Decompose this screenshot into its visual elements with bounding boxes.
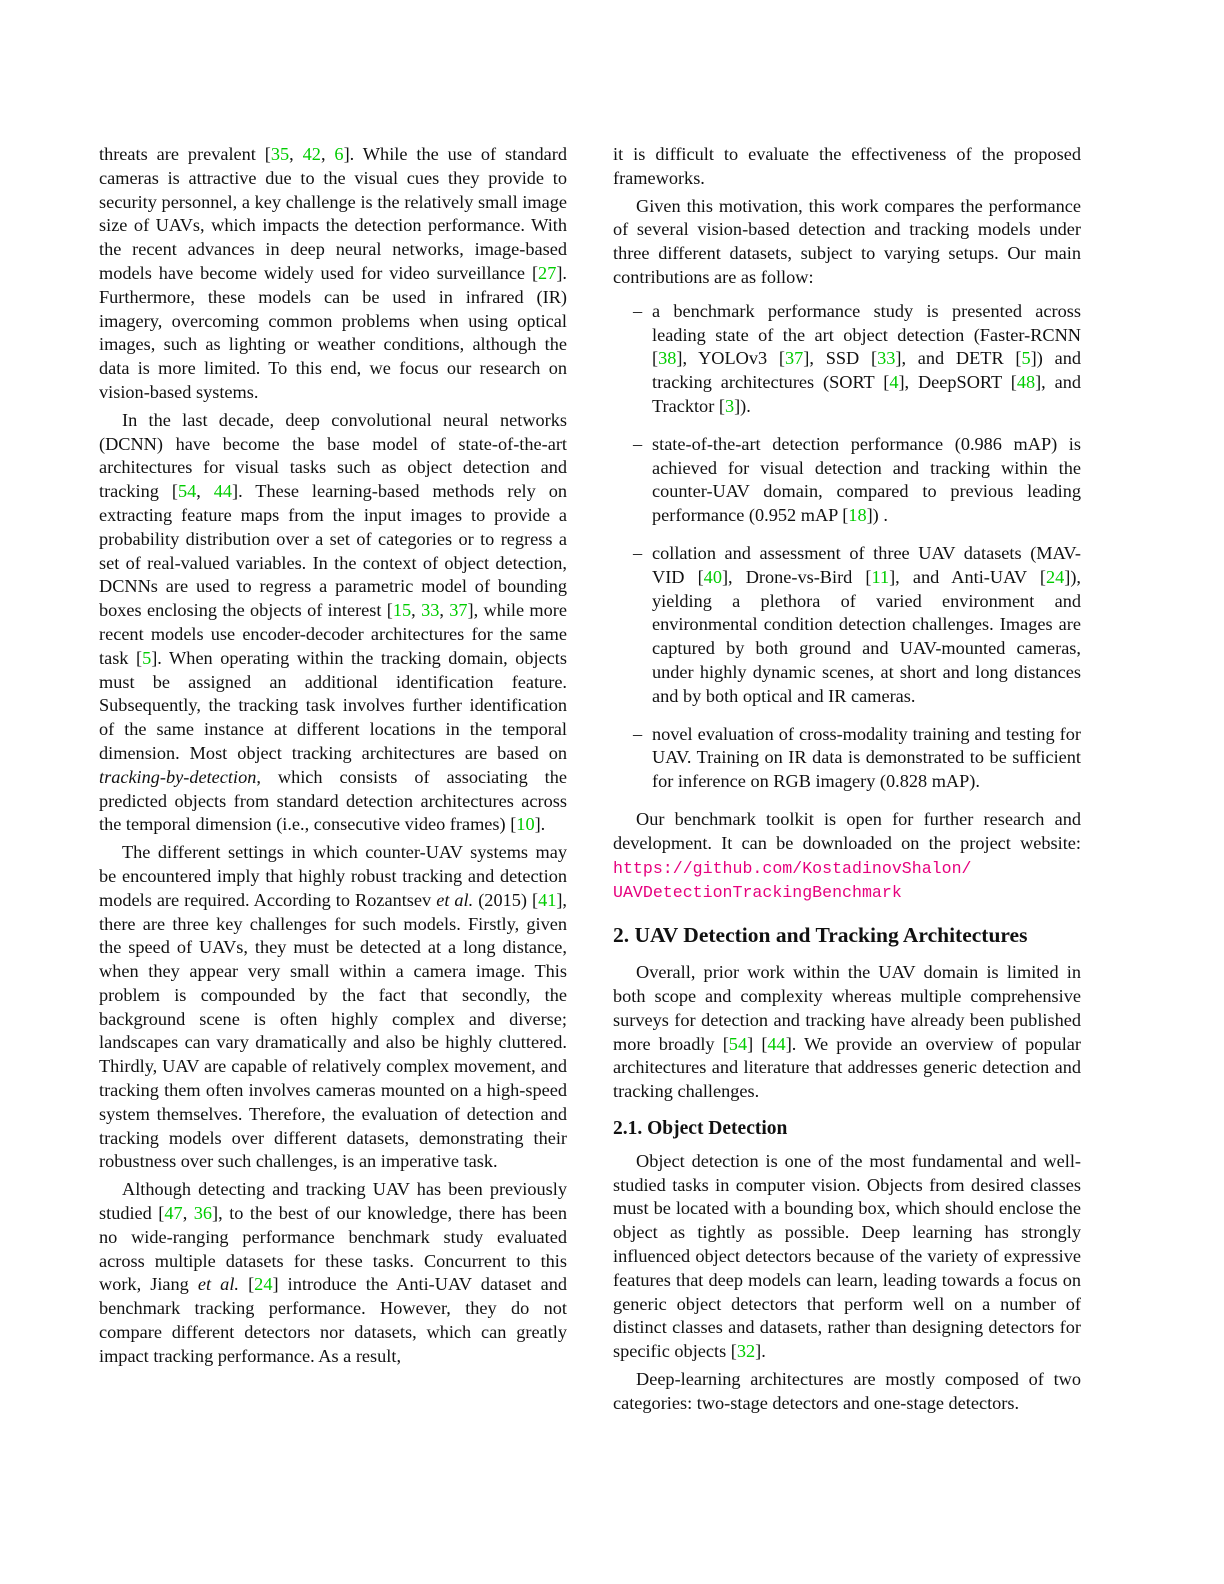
text-run: ] introduce the Anti-UAV dataset and benchmark tracking performance. However, they do not compare different detectors nor datasets, which can greatly impact tracking performance. As a result, bbox=[99, 1274, 567, 1366]
subsection-heading: 2.1. Object Detection bbox=[613, 1117, 788, 1139]
text-run: ]. While the use of standard cameras is attractive due to the visual cues they provide to security personnel, a key challenge is the relatively small image size of UAVs, which impacts the detection performance. With the recent advances in deep neural networks, image-based models have become widely used for video surveillance [ bbox=[99, 144, 567, 283]
text-run: , bbox=[411, 600, 422, 621]
text-run: ], there are three key challenges for such models. Firstly, given the speed of UAVs, they must be detected at a long distance, when they appear very small within a camera image. This problem is compounded by the fact that secondly, the background scene is often highly complex and diverse; landscapes can vary dramatically and also be highly cluttered. Thirdly, UAV are capable of relatively complex movement, and tracking them often involves cameras mounted on a high-speed system themselves. Therefore, the evaluation of detection and tracking models over different datasets, demonstrating their robustness over such challenges, is an imperative task. bbox=[99, 889, 568, 1172]
citation-link[interactable]: 10 bbox=[516, 814, 535, 835]
text-run: collation and assessment of three UAV datasets (MAV-VID [ bbox=[652, 542, 1081, 587]
citation-link[interactable]: 24 bbox=[1045, 566, 1065, 587]
text-run: ], and Anti-UAV [ bbox=[889, 566, 1046, 587]
text-run: Although detecting and tracking UAV has been previously studied [ bbox=[99, 1179, 567, 1224]
text-run: ], to the best of our knowledge, there has been no wide-ranging performance benchmark study evaluated across multiple datasets for these tasks. Concurrent to this work, Jiang bbox=[99, 1203, 568, 1295]
left-column bbox=[99, 143, 567, 1373]
list-item bbox=[613, 300, 1081, 419]
citation-link[interactable]: 41 bbox=[538, 889, 557, 910]
text-run: , bbox=[196, 481, 214, 502]
text-run: , bbox=[439, 600, 450, 621]
citation-link[interactable]: 48 bbox=[1016, 372, 1036, 393]
text-run: ]) . bbox=[866, 505, 888, 526]
citation-link[interactable]: 36 bbox=[193, 1203, 213, 1224]
right-column bbox=[613, 143, 1081, 1420]
citation-link[interactable]: 37 bbox=[785, 348, 804, 369]
github-url-link[interactable]: https://github.com/KostadinovShalon/ bbox=[613, 858, 972, 878]
citation-link[interactable]: 33 bbox=[877, 348, 896, 369]
contributions-list bbox=[613, 300, 1081, 794]
citation-link[interactable]: 40 bbox=[703, 566, 722, 587]
citation-link[interactable]: 44 bbox=[213, 481, 233, 502]
list-item bbox=[613, 723, 1081, 794]
text-run: ]) and tracking architectures (SORT [ bbox=[652, 348, 1081, 393]
paragraph bbox=[99, 409, 567, 837]
paragraph bbox=[99, 1178, 567, 1368]
text-run: ], and Tracktor [ bbox=[652, 372, 1082, 416]
text-run: Overall, prior work within the UAV domain is limited in both scope and complexity whereas multiple comprehensive surveys for detection and tracking have already been published more broadly [ bbox=[613, 962, 1081, 1054]
text-run: (2015) [ bbox=[473, 889, 539, 910]
text-run: ], DeepSORT [ bbox=[898, 372, 1017, 393]
citation-link[interactable]: 27 bbox=[538, 262, 557, 283]
citation-link[interactable]: 4 bbox=[889, 372, 899, 393]
text-run: ]), yielding a plethora of varied environment and environmental condition detection challenges. Images are captured by both ground and UAV-mounted cameras, under highly dynamic scenes, at short and long distances and by both optical and IR cameras. bbox=[652, 566, 1081, 706]
dash-bullet: – bbox=[633, 723, 643, 744]
citation-link[interactable]: 18 bbox=[848, 505, 867, 526]
text-run: In the last decade, deep convolutional neural networks (DCNN) have become the base model of state-of-the-art architectures for visual tasks such as object detection and tracking [ bbox=[99, 409, 567, 502]
text-run: Object detection is one of the most fundamental and well-studied tasks in computer vision. Objects from desired classes must be located with a bounding box, which should enclose the object as tightly as possible. Deep learning has strongly influenced object detectors because of the variety of expressive features that deep models can learn, leading towards a focus on generic object detectors that perform well on a number of distinct classes and datasets, rather than designing detectors for specific objects [ bbox=[613, 1150, 1081, 1362]
citation-link[interactable]: 5 bbox=[142, 647, 152, 668]
text-run: a benchmark performance study is presented across leading state of the art object detection (Faster-RCNN [ bbox=[652, 300, 1081, 369]
paragraph: it is difficult to evaluate the effectiveness of the proposed frameworks. bbox=[613, 144, 1081, 188]
paragraph bbox=[613, 808, 1081, 905]
paragraph: Given this motivation, this work compares the performance of several vision-based detection and tracking models under three different datasets, subject to varying setups. Our main contributions are as follow: bbox=[613, 195, 1081, 287]
citation-link[interactable]: 54 bbox=[177, 481, 197, 502]
citation-link[interactable]: 33 bbox=[421, 600, 440, 621]
citation-link[interactable]: 44 bbox=[767, 1033, 786, 1054]
text-run: ]. These learning-based methods rely on extracting feature maps from the input images to provide a probability distribution over a set of categories or to regress a set of real-valued variables. In the context of object detection, DCNNs are used to regress a parametric model of bounding boxes enclosing the objects of interest [ bbox=[99, 481, 568, 621]
text-run: , which consists of associating the predicted objects from standard detection architectures across the temporal dimension (i.e., consecutive video frames) [ bbox=[99, 766, 567, 835]
text-run: ]). bbox=[734, 395, 751, 416]
text-run: , bbox=[289, 144, 303, 164]
text-run: ] [ bbox=[747, 1033, 768, 1054]
text-run: , bbox=[320, 144, 335, 164]
citation-link[interactable]: 15 bbox=[392, 600, 412, 621]
citation-link[interactable]: 54 bbox=[728, 1033, 748, 1054]
citation-link[interactable]: 24 bbox=[254, 1274, 273, 1295]
citation-link[interactable]: 42 bbox=[302, 144, 321, 164]
text-run: ], Drone-vs-Bird [ bbox=[721, 566, 872, 587]
citation-link[interactable]: 47 bbox=[164, 1203, 183, 1224]
paragraph bbox=[613, 961, 1081, 1104]
emphasis: et al. bbox=[436, 889, 474, 910]
paragraph bbox=[613, 1150, 1081, 1364]
text-run: ]. bbox=[534, 814, 546, 835]
section-heading: 2. UAV Detection and Tracking Architectures bbox=[613, 923, 1028, 948]
paragraph: Deep-learning architectures are mostly composed of two categories: two-stage detectors and one-stage detectors. bbox=[613, 1369, 1081, 1413]
text-run: ], and DETR [ bbox=[895, 348, 1022, 369]
text-run: , bbox=[182, 1203, 194, 1224]
citation-link[interactable]: 38 bbox=[658, 348, 677, 369]
list-item bbox=[613, 433, 1081, 528]
emphasis: et al. bbox=[197, 1274, 239, 1295]
dash-bullet: – bbox=[633, 542, 643, 563]
citation-link[interactable]: 37 bbox=[449, 600, 468, 621]
text-run: ]. When operating within the tracking domain, objects must be assigned an additional identification feature. Subsequently, the tracking task involves further identification of the same instance at different locations in the temporal dimension. Most object tracking architectures are based on bbox=[99, 647, 567, 763]
citation-link[interactable]: 11 bbox=[871, 566, 890, 587]
citation-link[interactable]: 32 bbox=[736, 1341, 756, 1362]
text-run: novel evaluation of cross-modality training and testing for UAV. Training on IR data is demonstrated to be sufficient for inference on RGB imagery (0.828 mAP). bbox=[652, 723, 1081, 792]
dash-bullet: – bbox=[633, 300, 643, 321]
emphasis: tracking-by-detection bbox=[99, 766, 257, 787]
text-run: ], while more recent models use encoder-decoder architectures for the same task [ bbox=[99, 600, 567, 668]
citation-link[interactable]: 3 bbox=[724, 395, 735, 416]
citation-link[interactable]: 5 bbox=[1021, 348, 1031, 369]
text-run: ]. We provide an overview of popular architectures and literature that addresses generic detection and tracking challenges. bbox=[613, 1033, 1081, 1102]
paragraph bbox=[99, 841, 567, 1174]
text-run: ]. bbox=[755, 1341, 766, 1362]
text-run: Our benchmark toolkit is open for further research and development. It can be downloaded on the project website: bbox=[613, 808, 1081, 853]
text-run: ], SSD [ bbox=[803, 348, 878, 369]
dash-bullet: – bbox=[633, 433, 643, 454]
text-run: The different settings in which counter-UAV systems may be encountered imply that highly robust tracking and detection models are required. According to Rozantsev bbox=[99, 842, 567, 910]
text-run: state-of-the-art detection performance (0.986 mAP) is achieved for visual detection and tracking within the counter-UAV domain, compared to previous leading performance (0.952 mAP [ bbox=[652, 433, 1081, 526]
list-item bbox=[613, 542, 1081, 709]
paragraph bbox=[99, 143, 567, 405]
text-run: [ bbox=[238, 1274, 255, 1295]
text-run: ]. Furthermore, these models can be used in infrared (IR) imagery, overcoming common problems when using optical images, such as lighting or weather conditions, although the data is more limited. To this end, we focus our research on vision-based systems. bbox=[99, 262, 567, 402]
text-run: ], YOLOv3 [ bbox=[676, 348, 786, 369]
citation-link[interactable]: 35 bbox=[270, 144, 290, 164]
citation-link[interactable]: 6 bbox=[334, 144, 344, 164]
text-run: threats are prevalent [ bbox=[99, 144, 271, 164]
github-url-link-cont[interactable]: UAVDetectionTrackingBenchmark bbox=[613, 883, 902, 903]
